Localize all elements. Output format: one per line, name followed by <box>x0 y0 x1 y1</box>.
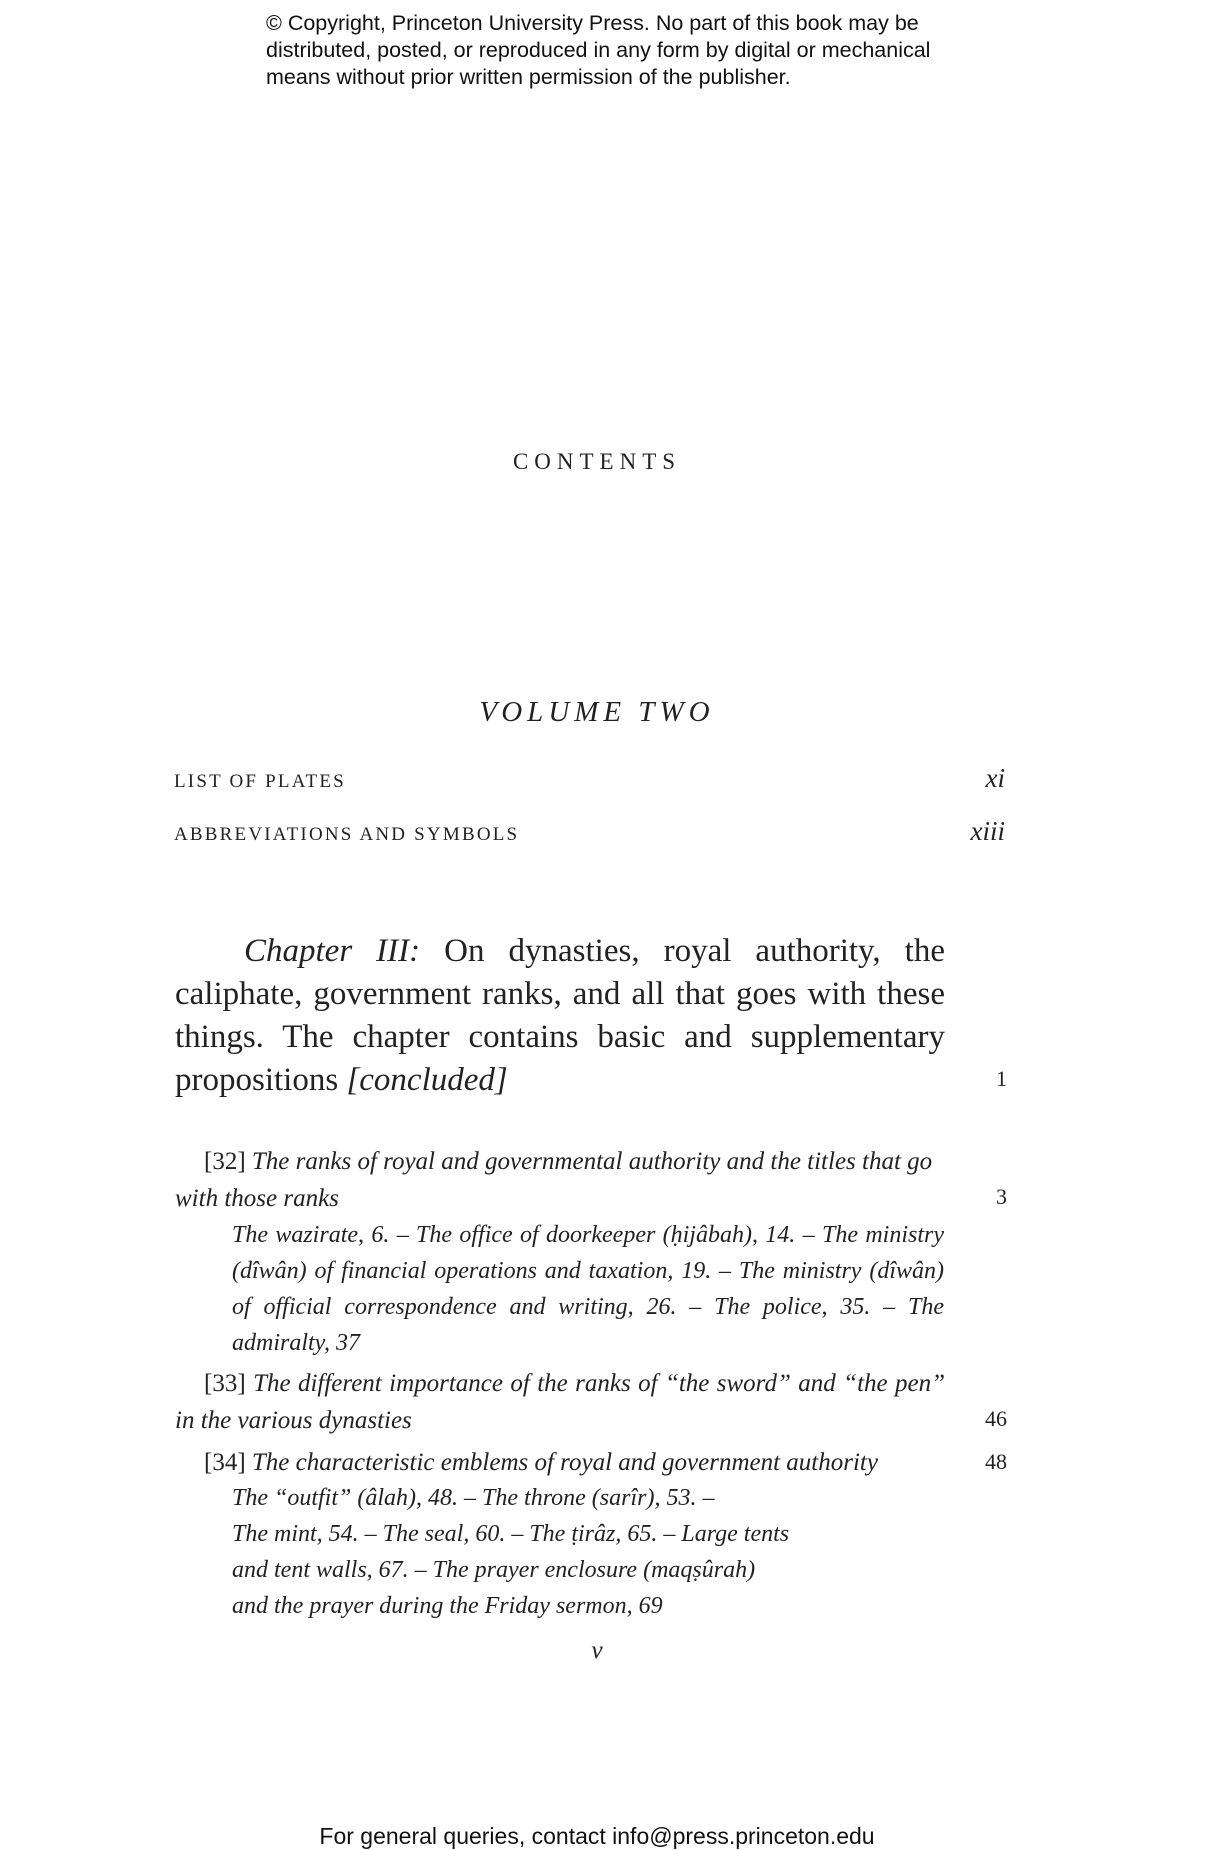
toc-page-list-of-plates: xi <box>985 763 1005 793</box>
copyright-line-2: distributed, posted, or reproduced in any form by digital or mechanical <box>266 38 931 62</box>
section-33-title: The different importance of the ranks of “the sword” and “the pen” in the various dynasties <box>175 1370 946 1434</box>
toc-entry-abbreviations: ABBREVIATIONS AND SYMBOLS <box>174 824 520 845</box>
section-32-page: 3 <box>996 1184 1007 1209</box>
chapter-text: On dynasties, royal authority, the caliphate, government ranks, and all that goes with these things. The chapter contains basic and supplementary propositions <box>175 933 945 1098</box>
section-32 <box>175 1143 945 1217</box>
section-32-subentries-text: The wazirate, 6. – The office of doorkeeper (ḥijâbah), 14. – The ministry (dîwân) of financial operations and taxation, 19. – The ministry (dîwân) of official correspondence and writing, 26. – The police, 35. – The admiralty, 37 <box>232 1222 944 1356</box>
section-32-title: The ranks of royal and governmental authority and the titles that go with those ranks <box>175 1148 933 1212</box>
section-34-number: [34] <box>204 1449 246 1476</box>
section-33-page: 46 <box>985 1406 1007 1431</box>
section-32-subentries <box>232 1217 944 1361</box>
section-34-subentry-line: and tent walls, 67. – The prayer enclosure (maqṣûrah) <box>232 1557 756 1583</box>
section-34-page: 48 <box>985 1449 1007 1474</box>
section-34-subentry-line: The “outfit” (âlah), 48. – The throne (sarîr), 53. – <box>232 1485 715 1511</box>
toc-entry-list-of-plates: LIST OF PLATES <box>174 771 346 792</box>
volume-heading: VOLUME TWO <box>479 696 715 728</box>
section-34-subentry-line: The mint, 54. – The seal, 60. – The ṭirâz, 65. – Large tents <box>232 1521 790 1547</box>
chapter-page: 1 <box>996 1066 1007 1091</box>
section-34-title: The characteristic emblems of royal and government authority <box>251 1449 878 1476</box>
toc-page-abbreviations: xiii <box>970 816 1005 846</box>
section-33 <box>175 1365 945 1439</box>
chapter-entry <box>175 930 945 1102</box>
section-34-subentry-line: and the prayer during the Friday sermon, 69 <box>232 1593 663 1619</box>
section-33-number: [33] <box>204 1370 246 1397</box>
section-34 <box>204 1444 944 1481</box>
chapter-label: Chapter III: <box>244 933 421 969</box>
contact-footer: For general queries, contact info@press.princeton.edu <box>319 1823 875 1849</box>
contents-heading: CONTENTS <box>512 449 682 474</box>
chapter-bracket: [concluded] <box>346 1062 508 1098</box>
page-folio: v <box>591 1637 603 1664</box>
copyright-line-1: © Copyright, Princeton University Press. No part of this book may be <box>266 11 919 35</box>
section-34-subentries <box>232 1480 944 1624</box>
copyright-line-3: means without prior written permission of the publisher. <box>266 65 791 89</box>
section-32-number: [32] <box>204 1148 246 1175</box>
copyright-notice <box>266 10 1026 91</box>
